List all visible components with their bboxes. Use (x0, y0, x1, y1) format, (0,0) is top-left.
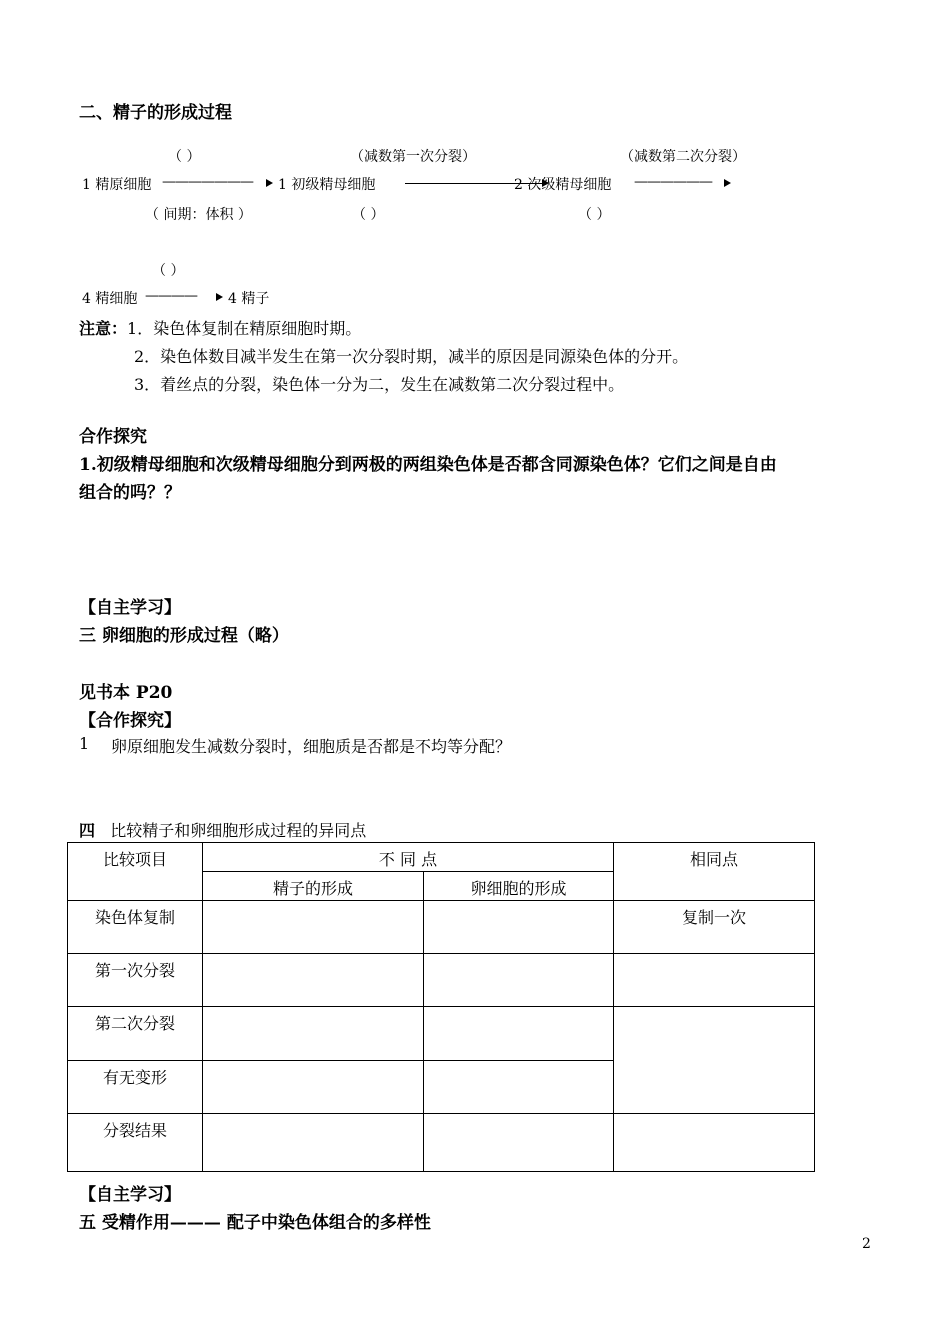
explore-item-text: 卵原细胞发生减数分裂时，细胞质是否都是不均等分配？ (111, 737, 512, 756)
flow-dash-1: ——————— (162, 174, 253, 190)
cell-same[interactable]: 复制一次 (614, 901, 815, 954)
row-label: 有无变形 (68, 1061, 203, 1114)
row-label: 染色体复制 (68, 901, 203, 954)
row-label: 第二次分裂 (68, 1007, 203, 1061)
flow-node-secondary-spermatocyte: 2 次级精母细胞 (514, 177, 612, 193)
section-title-egg-formation: 三 卵细胞的形成过程（略） (79, 626, 289, 646)
subheader-sperm: 精子的形成 (203, 872, 424, 901)
arrow-head-icon (266, 179, 273, 187)
cell-sperm[interactable] (203, 901, 424, 954)
section-4-title: 比较精子和卵细胞形成过程的异同点 (110, 821, 367, 840)
flow-under-3: （ ） (578, 207, 611, 223)
cell-sperm[interactable] (203, 954, 424, 1007)
flow-dash-3: —————— (634, 174, 712, 190)
cell-sperm[interactable] (203, 1061, 424, 1114)
notes-block (79, 316, 361, 339)
cell-same[interactable] (614, 954, 815, 1007)
note-item: 1．染色体复制在精原细胞时期。 (127, 319, 362, 338)
section-4-heading (79, 818, 366, 841)
flow-node-sperm: 4 精子 (228, 291, 270, 307)
explore-label: 【合作探究】 (79, 711, 181, 731)
note-item: 2．染色体数目减半发生在第一次分裂时期，减半的原因是同源染色体的分开。 (134, 347, 689, 366)
comparison-table (67, 842, 815, 1172)
see-book-reference: 见书本 P20 (79, 683, 173, 703)
section-4-number: 四 (79, 821, 96, 840)
table-row (68, 954, 815, 1007)
table-row (68, 901, 815, 954)
fertilization-title-suffix: 配子中染色体组合的多样性 (220, 1213, 431, 1233)
header-item: 比较项目 (68, 843, 203, 901)
explore-title: 合作探究 (79, 427, 147, 447)
flow-dash-4: ———— (145, 288, 197, 304)
page-number: 2 (862, 1236, 871, 1252)
note-item: 3．着丝点的分裂，染色体一分为二，发生在减数第二次分裂过程中。 (134, 375, 625, 394)
cell-egg[interactable] (424, 1114, 614, 1172)
cell-sperm[interactable] (203, 1007, 424, 1061)
subheader-egg: 卵细胞的形成 (424, 872, 614, 901)
flow-top-label-meiosis-1: （减数第一次分裂） (350, 149, 476, 165)
notes-label: 注意： (79, 319, 128, 338)
flow-node-primary-spermatocyte: 1 初级精母细胞 (278, 177, 376, 193)
section-title-fertilization (79, 1208, 431, 1233)
flow-node-spermatid: 4 精细胞 (82, 291, 138, 307)
flow-top-paren-1: （ ） (168, 149, 201, 165)
table-row (68, 1114, 815, 1172)
cell-sperm[interactable] (203, 1114, 424, 1172)
table-row (68, 1007, 815, 1061)
flow-top-label-meiosis-2: （减数第二次分裂） (620, 149, 746, 165)
explore-question-line-2: 组合的吗？？ (79, 483, 181, 503)
cell-same[interactable] (614, 1114, 815, 1172)
header-similarities: 相同点 (614, 843, 815, 901)
section-title-sperm-formation: 二、精子的形成过程 (79, 103, 232, 123)
flow-under-2: （ ） (352, 207, 385, 223)
fertilization-title-prefix: 五 受精作用——— (79, 1213, 221, 1233)
cell-egg[interactable] (424, 954, 614, 1007)
explore-question-line-1: 1.初级精母细胞和次级精母细胞分到两极的两组染色体是否都含同源染色体？它们之间是自由 (79, 455, 777, 475)
arrow-head-icon (216, 293, 223, 301)
flow-node-spermatogonium: 1 精原细胞 (82, 177, 152, 193)
cell-egg[interactable] (424, 1007, 614, 1061)
explore-item-number: 1 (79, 734, 90, 753)
self-study-label: 【自主学习】 (79, 1185, 181, 1205)
cell-same[interactable] (614, 1007, 815, 1114)
cell-egg[interactable] (424, 901, 614, 954)
cell-egg[interactable] (424, 1061, 614, 1114)
arrow-head-icon (724, 179, 731, 187)
flow-under-interphase: （ 间期：体积 ） (145, 207, 252, 223)
row-label: 第一次分裂 (68, 954, 203, 1007)
flow-row2-paren: （ ） (152, 263, 185, 279)
self-study-label: 【自主学习】 (79, 598, 181, 618)
header-differences: 不 同 点 (203, 843, 614, 872)
row-label: 分裂结果 (68, 1114, 203, 1172)
